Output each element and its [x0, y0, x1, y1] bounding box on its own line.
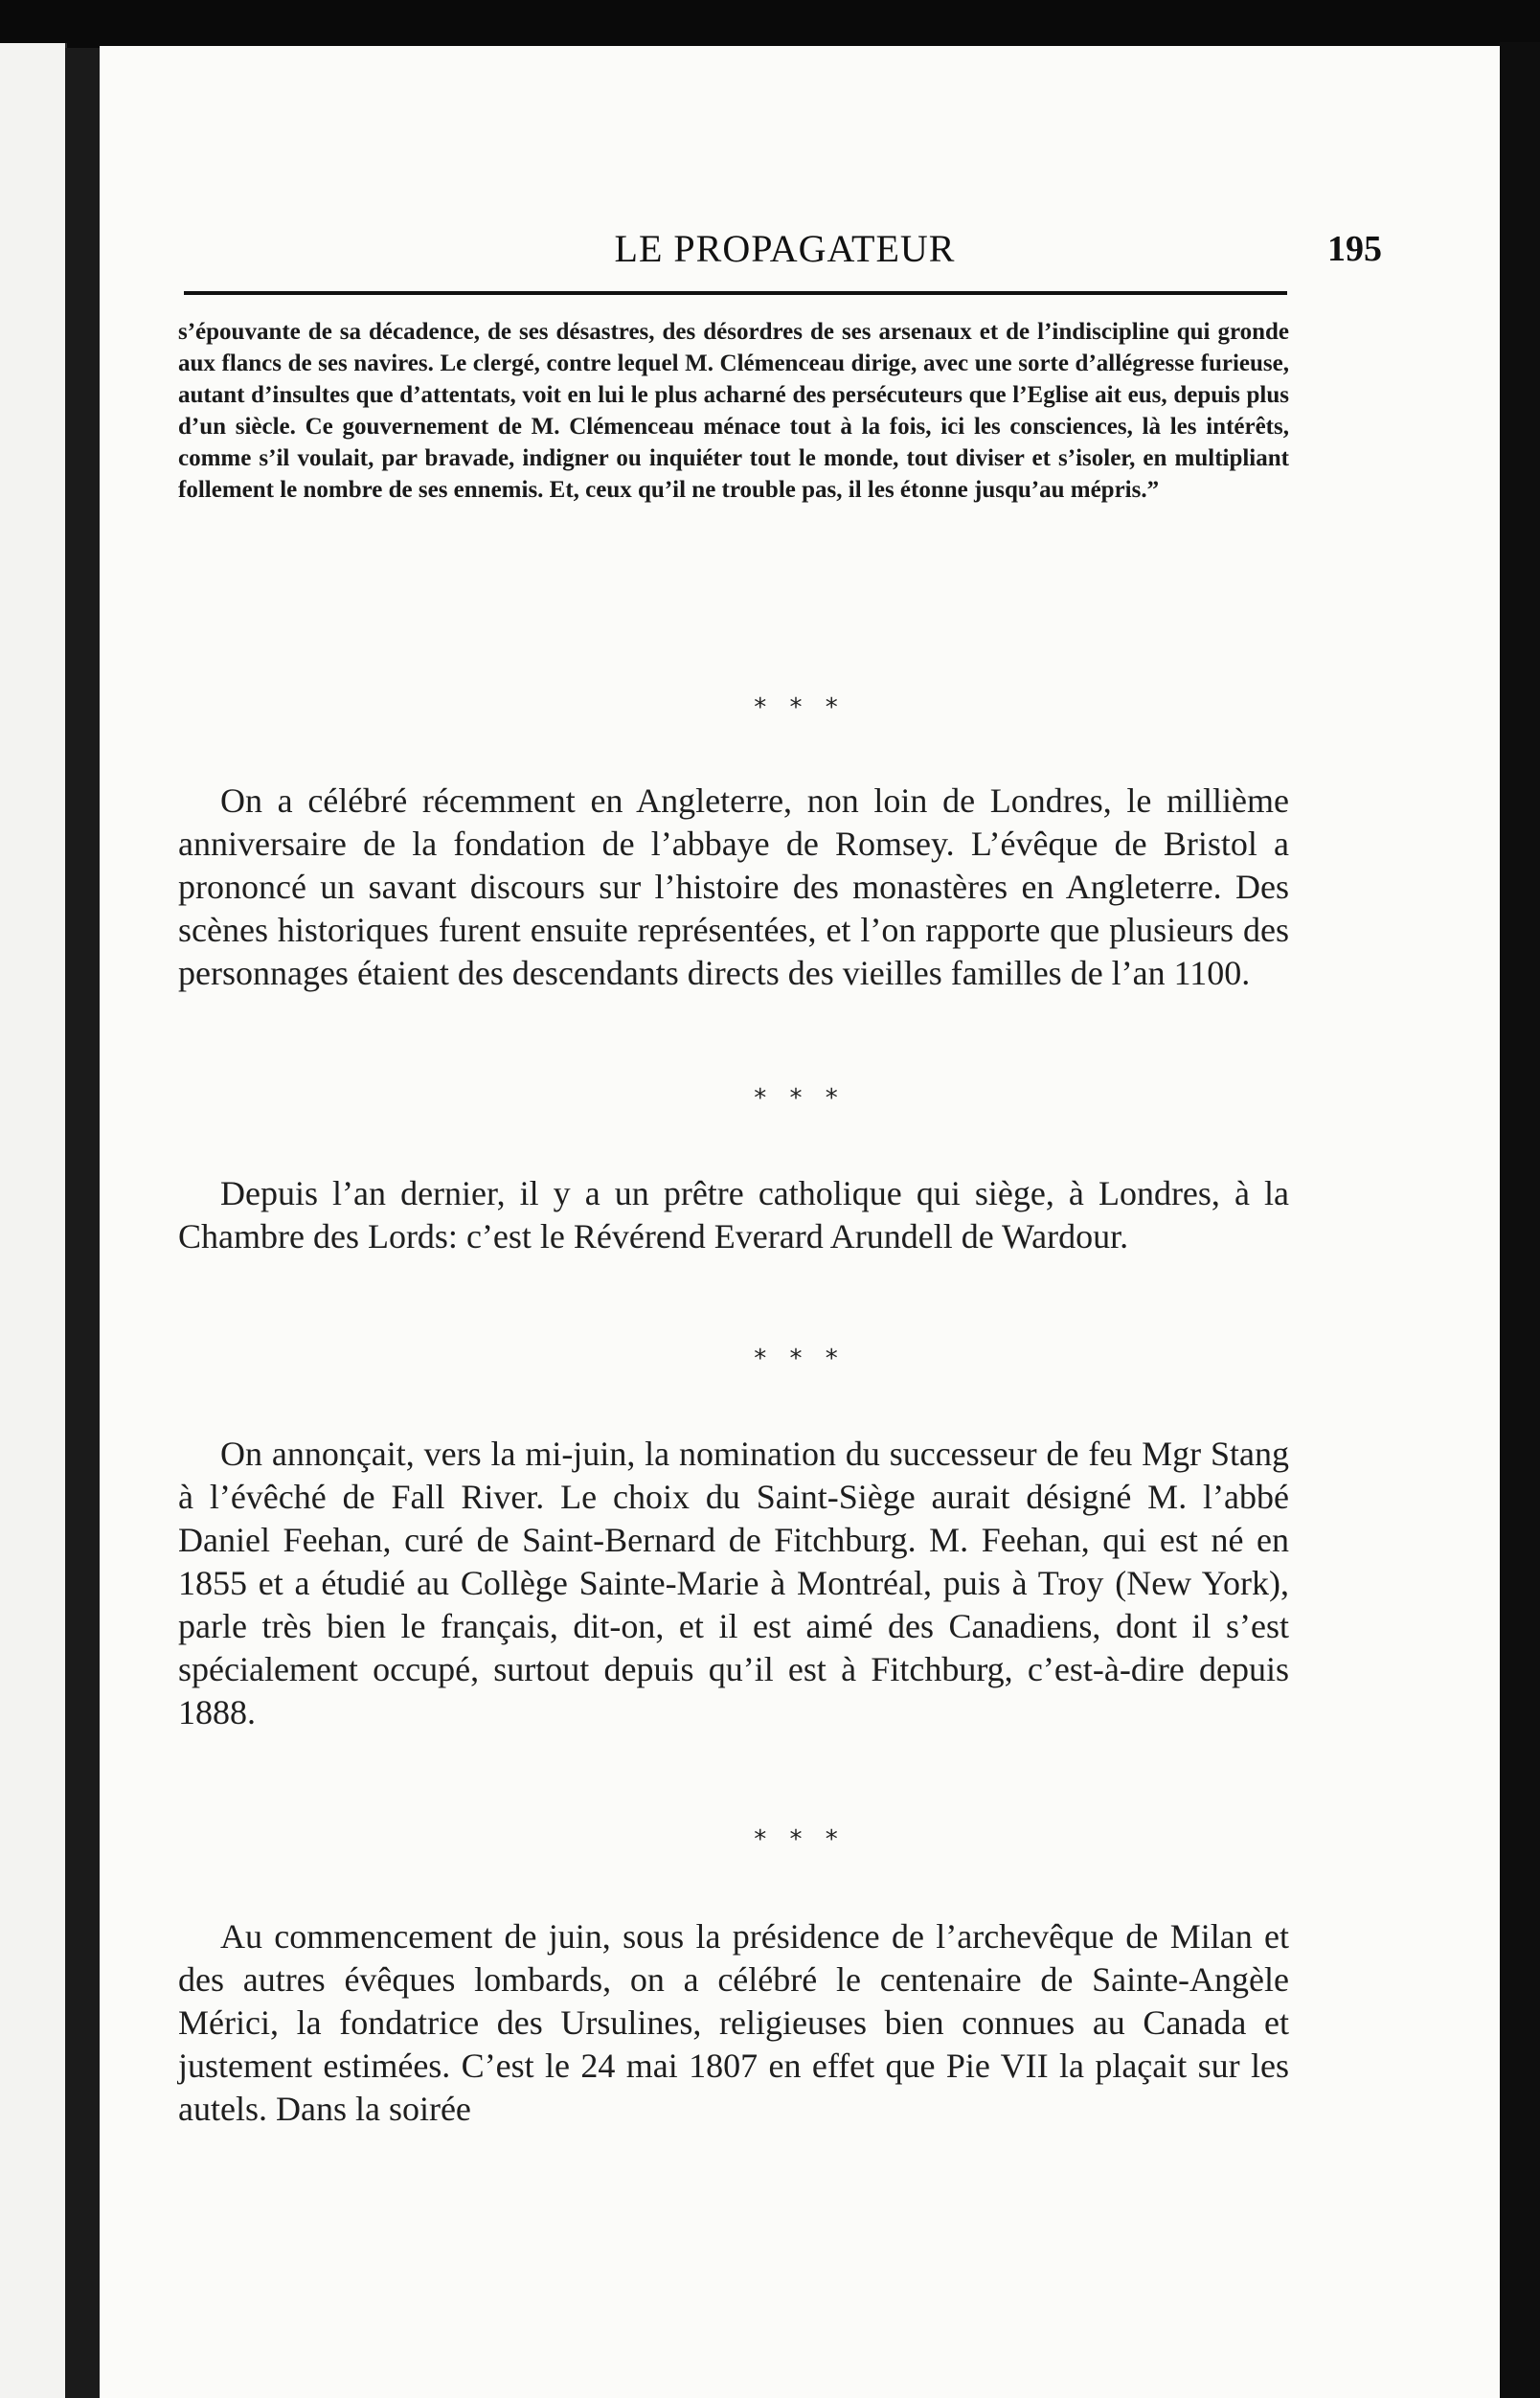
paragraph-fall-river: On annonçait, vers la mi-juin, la nomination du successeur de feu Mgr Stang à l’évêché de Fall River. Le choix du Saint-Siège aurait désigné M. l’abbé Daniel Feehan, curé de Saint-Bernard de Fitchburg. M. Feehan, qui est né en 1855 et a étudié au Collège Sainte-Marie à Montréal, puis à Troy (New York), parle très bien le français, dit-on, et il est aimé des Canadiens, dont il s’est spécialement occupé, surtout depuis qu’il est à Fitchburg, c’est-à-dire depuis 1888.	[178, 1435, 1289, 1731]
paragraph-romsey: On a célébré récemment en Angleterre, non loin de Londres, le millième anniversaire de la fondation de l’abbaye de Romsey. L’évêque de Bristol a prononcé un savant discours sur l’histoire des monastères en Angleterre. Des scènes historiques furent ensuite représentées, et l’on rapporte que plusieurs des personnages étaient des descendants directs des vieilles familles de l’an 1100.	[178, 781, 1289, 992]
adjacent-page-edge	[0, 43, 67, 2398]
book-spine	[65, 48, 100, 2398]
section-separator: * * *	[754, 693, 846, 722]
paragraph-lords: Depuis l’an dernier, il y a un prêtre catholique qui siège, à Londres, à la Chambre des Lords: c’est le Révérend Everard Arundell de Wardour.	[178, 1174, 1289, 1256]
page-header	[188, 220, 1382, 278]
running-title: LE PROPAGATEUR	[614, 227, 956, 270]
section-separator: * * *	[754, 1084, 846, 1113]
book-page	[100, 46, 1500, 2398]
paragraph-merici: Au commencement de juin, sous la présidence de l’archevêque de Milan et des autres évêques lombards, on a célébré le centenaire de Sainte-Angèle Mérici, la fondatrice des Ursulines, religieuses bien connues au Canada et justement estimées. C’est le 24 mai 1807 en effet que Pie VII la plaçait sur les autels. Dans la soirée	[178, 1917, 1289, 2128]
page-number: 195	[1327, 229, 1382, 269]
header-rule	[184, 291, 1287, 295]
page-right-border	[1500, 42, 1540, 2398]
section-separator: * * *	[754, 1345, 846, 1373]
quoted-passage: s’épouvante de sa décadence, de ses désastres, des désordres de ses arsenaux et de l’indiscipline qui gronde aux flancs de ses navires. Le clergé, contre lequel M. Clémenceau dirige, avec une sorte d’allégresse furieuse, autant d’insultes que d’attentats, voit en lui le plus acharné des persécuteurs que l’Eglise ait eus, depuis plus d’un siècle. Ce gouvernement de M. Clémenceau ménace tout à la fois, ici les consciences, là les intérêts, comme s’il voulait, par bravade, indigner ou inquiéter tout le monde, tout diviser et s’isoler, en multipliant follement le nombre de ses ennemis. Et, ceux qu’il ne trouble pas, il les étonne jusqu’au mépris.”	[178, 319, 1289, 503]
section-separator: * * *	[754, 1825, 846, 1854]
